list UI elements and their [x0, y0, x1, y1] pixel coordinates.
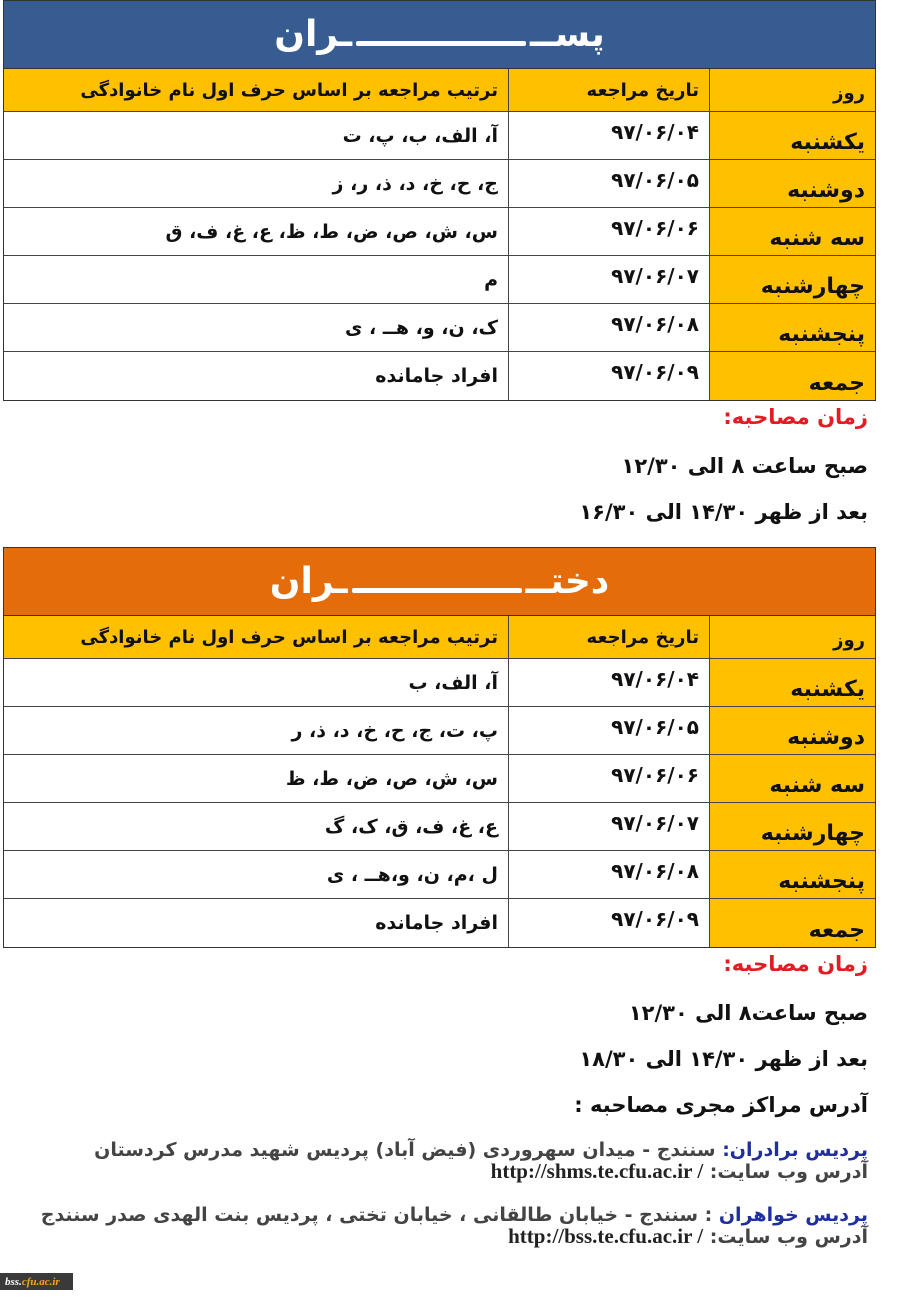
- sisters-campus-address: [12, 1205, 868, 1248]
- letters-cell: پ، ت، ج، ح، خ، د، ذ، ر: [291, 719, 498, 742]
- table-row: [4, 160, 875, 208]
- date-cell: ۹۷/۰۶/۰۵: [508, 707, 709, 754]
- date-cell: ۹۷/۰۶/۰۷: [508, 256, 709, 303]
- table-row: [4, 899, 875, 947]
- sisters-website-link[interactable]: http://bss.te.cfu.ac.ir /: [508, 1224, 704, 1248]
- letters-cell: ج، ح، خ، د، ذ، ر، ز: [332, 172, 498, 195]
- morning-hours: صبح ساعت ۸ الی ۱۲/۳۰: [621, 454, 868, 478]
- morning-hours: صبح ساعت۸ الی ۱۲/۳۰: [628, 1001, 868, 1025]
- kashida-bar: [352, 588, 522, 593]
- date-cell: ۹۷/۰۶/۰۴: [508, 659, 709, 706]
- date-cell: ۹۷/۰۶/۰۸: [508, 304, 709, 351]
- boys-interview-times: [579, 405, 868, 535]
- letters-cell: آ، الف، ب، پ، ت: [342, 124, 498, 147]
- table-row: [4, 803, 875, 851]
- table-row: [4, 755, 875, 803]
- letters-cell: ل ،م، ن، و،هــ ، ی: [326, 863, 498, 886]
- brothers-campus-name: پردیس برادران:: [722, 1139, 868, 1161]
- day-cell: یکشنبه: [709, 112, 875, 159]
- table-row: [4, 112, 875, 160]
- letters-cell: افراد جامانده: [375, 912, 498, 934]
- day-cell: پنجشنبه: [709, 851, 875, 898]
- day-cell: چهارشنبه: [709, 803, 875, 850]
- table-row: [4, 208, 875, 256]
- day-cell: سه شنبه: [709, 755, 875, 802]
- brothers-campus-street: سنندج - میدان سهروردی (فیض آباد) پردیس شهید مدرس کردستان: [94, 1139, 723, 1161]
- brothers-campus-address: [12, 1140, 868, 1183]
- girls-title-end: ـران: [269, 561, 348, 602]
- boys-title-band: [4, 1, 875, 69]
- interview-time-label: زمان مصاحبه:: [723, 405, 868, 429]
- letters-cell: آ، الف، ب: [408, 671, 498, 694]
- kashida-bar: [356, 41, 526, 46]
- day-cell: یکشنبه: [709, 659, 875, 706]
- date-cell: ۹۷/۰۶/۰۹: [508, 899, 709, 947]
- girls-schedule-table: [3, 547, 876, 948]
- watermark-prefix: bss.: [5, 1275, 22, 1288]
- website-label: آدرس وب سایت:: [703, 1226, 868, 1248]
- boys-schedule-table: [3, 0, 876, 401]
- girls-title-band: [4, 548, 875, 616]
- letters-cell: س، ش، ص، ض، ط، ظ، ع، غ، ف، ق: [165, 220, 498, 243]
- interview-time-label: زمان مصاحبه:: [723, 952, 868, 976]
- letters-cell: افراد جامانده: [375, 365, 498, 387]
- sisters-campus-name: پردیس خواهران: [718, 1204, 868, 1226]
- date-cell: ۹۷/۰۶/۰۸: [508, 851, 709, 898]
- site-watermark: [0, 1273, 73, 1290]
- brothers-website-link[interactable]: http://shms.te.cfu.ac.ir /: [490, 1159, 704, 1183]
- col-header-letters: ترتیب مراجعه بر اساس حرف اول نام خانوادگی: [4, 616, 508, 658]
- addresses-heading: آدرس مراکز مجری مصاحبه :: [574, 1093, 868, 1117]
- afternoon-hours: بعد از ظهر ۱۴/۳۰ الی ۱۸/۳۰: [579, 1047, 868, 1071]
- girls-interview-times: [574, 952, 868, 1128]
- table-row: [4, 304, 875, 352]
- boys-title-end: ـران: [274, 14, 352, 55]
- letters-cell: م: [484, 268, 498, 291]
- girls-header-row: [4, 616, 875, 659]
- website-label: آدرس وب سایت:: [703, 1161, 868, 1183]
- watermark-domain: cfu.ac.ir: [21, 1275, 60, 1288]
- table-row: [4, 707, 875, 755]
- date-cell: ۹۷/۰۶/۰۹: [508, 352, 709, 400]
- afternoon-hours: بعد از ظهر ۱۴/۳۰ الی ۱۶/۳۰: [579, 500, 868, 524]
- boys-title-start: پســ: [530, 14, 605, 55]
- day-cell: سه شنبه: [709, 208, 875, 255]
- day-cell: دوشنبه: [709, 707, 875, 754]
- date-cell: ۹۷/۰۶/۰۶: [508, 208, 709, 255]
- day-cell: دوشنبه: [709, 160, 875, 207]
- day-cell: جمعه: [709, 352, 875, 400]
- table-row: [4, 256, 875, 304]
- col-header-day: روز: [709, 616, 875, 658]
- col-header-letters: ترتیب مراجعه بر اساس حرف اول نام خانوادگی: [4, 69, 508, 111]
- col-header-day: روز: [709, 69, 875, 111]
- letters-cell: ک، ن، و، هــ ، ی: [344, 316, 498, 339]
- day-cell: پنجشنبه: [709, 304, 875, 351]
- day-cell: چهارشنبه: [709, 256, 875, 303]
- sisters-campus-street: : سنندج - خیابان طالقانی ، خیابان تختی ، پردیس بنت الهدی صدر سنندج: [40, 1204, 719, 1226]
- col-header-date: تاریخ مراجعه: [508, 616, 709, 658]
- col-header-date: تاریخ مراجعه: [508, 69, 709, 111]
- table-row: [4, 352, 875, 400]
- boys-header-row: [4, 69, 875, 112]
- table-row: [4, 851, 875, 899]
- letters-cell: ع، غ، ف، ق، ک، گ: [324, 815, 498, 838]
- date-cell: ۹۷/۰۶/۰۷: [508, 803, 709, 850]
- date-cell: ۹۷/۰۶/۰۵: [508, 160, 709, 207]
- date-cell: ۹۷/۰۶/۰۶: [508, 755, 709, 802]
- date-cell: ۹۷/۰۶/۰۴: [508, 112, 709, 159]
- day-cell: جمعه: [709, 899, 875, 947]
- table-row: [4, 659, 875, 707]
- girls-title-start: دختــ: [525, 561, 610, 602]
- letters-cell: س، ش، ص، ض، ط، ظ: [285, 767, 498, 790]
